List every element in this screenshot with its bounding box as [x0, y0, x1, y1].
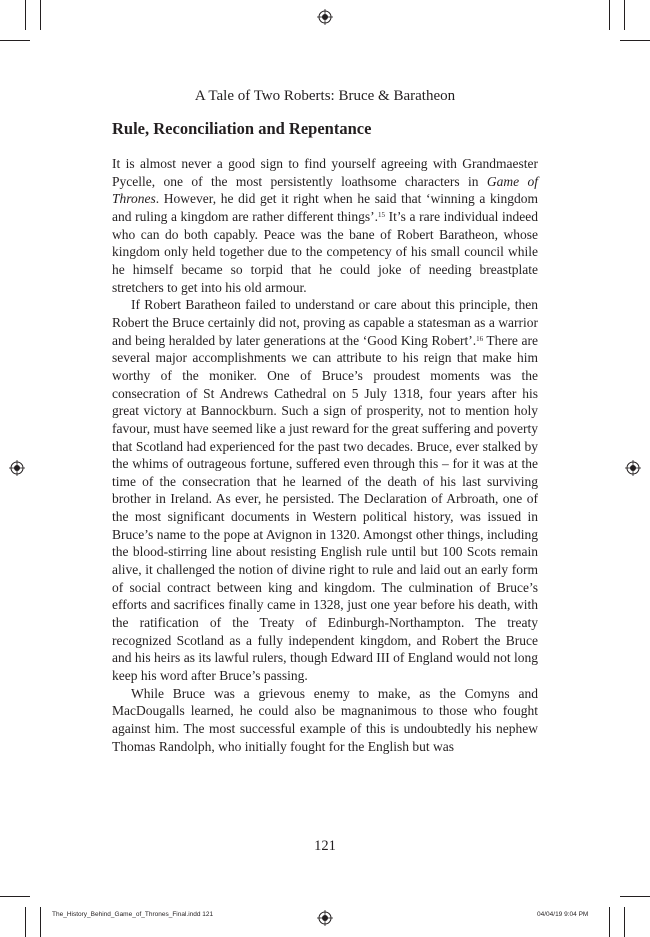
italic-title: Game of Thrones	[112, 173, 539, 207]
crop-mark-bottom-right-v2	[624, 907, 625, 937]
paragraph	[112, 296, 538, 684]
crop-mark-bottom-right-h	[620, 896, 650, 897]
crop-mark-top-right-h	[620, 40, 650, 41]
body-text	[112, 155, 538, 755]
crop-mark-top-left-h	[0, 40, 30, 41]
running-head: A Tale of Two Roberts: Bruce & Baratheon	[194, 88, 456, 104]
crop-mark-bottom-right-v	[609, 907, 610, 937]
paragraph	[112, 685, 538, 756]
paragraph-text: It’s a rare individual indeed who can do both capably. Peace was the bane of Robert Baratheon, whose kingdom only held together due to the competency of his small council while he himself became so torpid that he could joke of needing breastplate stretchers to get into his old armour.	[112, 208, 538, 295]
slug-filename: The_History_Behind_Game_of_Thrones_Final.indd 121	[52, 911, 214, 918]
registration-mark-left-icon	[9, 460, 25, 476]
registration-mark-bottom-icon	[317, 910, 333, 926]
crop-mark-bottom-left-v2	[40, 907, 41, 937]
registration-mark-top-icon	[317, 9, 333, 25]
crop-mark-bottom-left-h	[0, 896, 30, 897]
crop-mark-top-right-v2	[624, 0, 625, 30]
footnote-marker: 16	[476, 334, 484, 343]
crop-mark-bottom-left-v	[25, 907, 26, 937]
footnote-marker: 15	[378, 210, 386, 219]
paragraph-text: It is almost never a good sign to find yourself agreeing with Grandmaester Pycelle, one of the most persistently loathsome characters in	[112, 156, 538, 189]
paragraph-text: . However, he did get it right when he said that ‘winning a kingdom and ruling a kingdom are rather different things’.	[112, 191, 538, 224]
section-heading: Rule, Reconciliation and Repentance	[112, 119, 372, 138]
crop-mark-top-left-v2	[40, 0, 41, 30]
paragraph	[112, 155, 538, 296]
paragraph-text: If Robert Baratheon failed to understand or care about this principle, then Robert the Bruce certainly did not, proving as capable a statesman as a warrior and being heralded by later generations at the ‘Good King Robert’.	[112, 297, 538, 348]
paragraph-text: There are several major accomplishments we can attribute to his reign that make him worthy of the moniker. One of Bruce’s proudest moments was the consecration of St Andrews Cathedral on 5 July 1318, four years after his great victory at Bannockburn. Such a sign of prosperity, not to mention holy favour, must have seemed like a just reward for the great suffering and poverty that Scotland had experienced for the past two decades. Bruce, ever stalked by the whims of outrageous fortune, suffered even through this – for it was at the time of the consecration that he learned of the death of his last surviving brother in Ireland. As ever, he persisted. The Declaration of Arbroath, one of the most significant documents in Western political history, was issued in Bruce’s name to the pope at Avignon in 1320. Amongst other things, including the blood-stirring line about resisting English rule until but 100 Scots remain alive, it challenged the notion of divine right to rule and laid out an early form of social contract between king and kingdom. The culmination of Bruce’s efforts and sacrifices finally came in 1328, just one year before his death, with the ratification of the Treaty of Edinburgh-Northampton. The treaty recognized Scotland as a fully independent kingdom, and Robert the Bruce and his heirs as its lawful rulers, though Edward III of England would not long keep his word after Bruce’s passing.	[112, 332, 538, 684]
registration-mark-right-icon	[625, 460, 641, 476]
crop-mark-top-left-v	[25, 0, 26, 30]
page-number: 121	[314, 838, 336, 854]
crop-mark-top-right-v	[609, 0, 610, 30]
slug-datetime: 04/04/19 9:04 PM	[537, 911, 589, 918]
paragraph-text: While Bruce was a grievous enemy to make, as the Comyns and MacDougalls learned, he could also be magnanimous to those who fought against him. The most successful example of this is undoubtedly his nephew Thomas Randolph, who initially fought for the English but was	[112, 685, 538, 754]
